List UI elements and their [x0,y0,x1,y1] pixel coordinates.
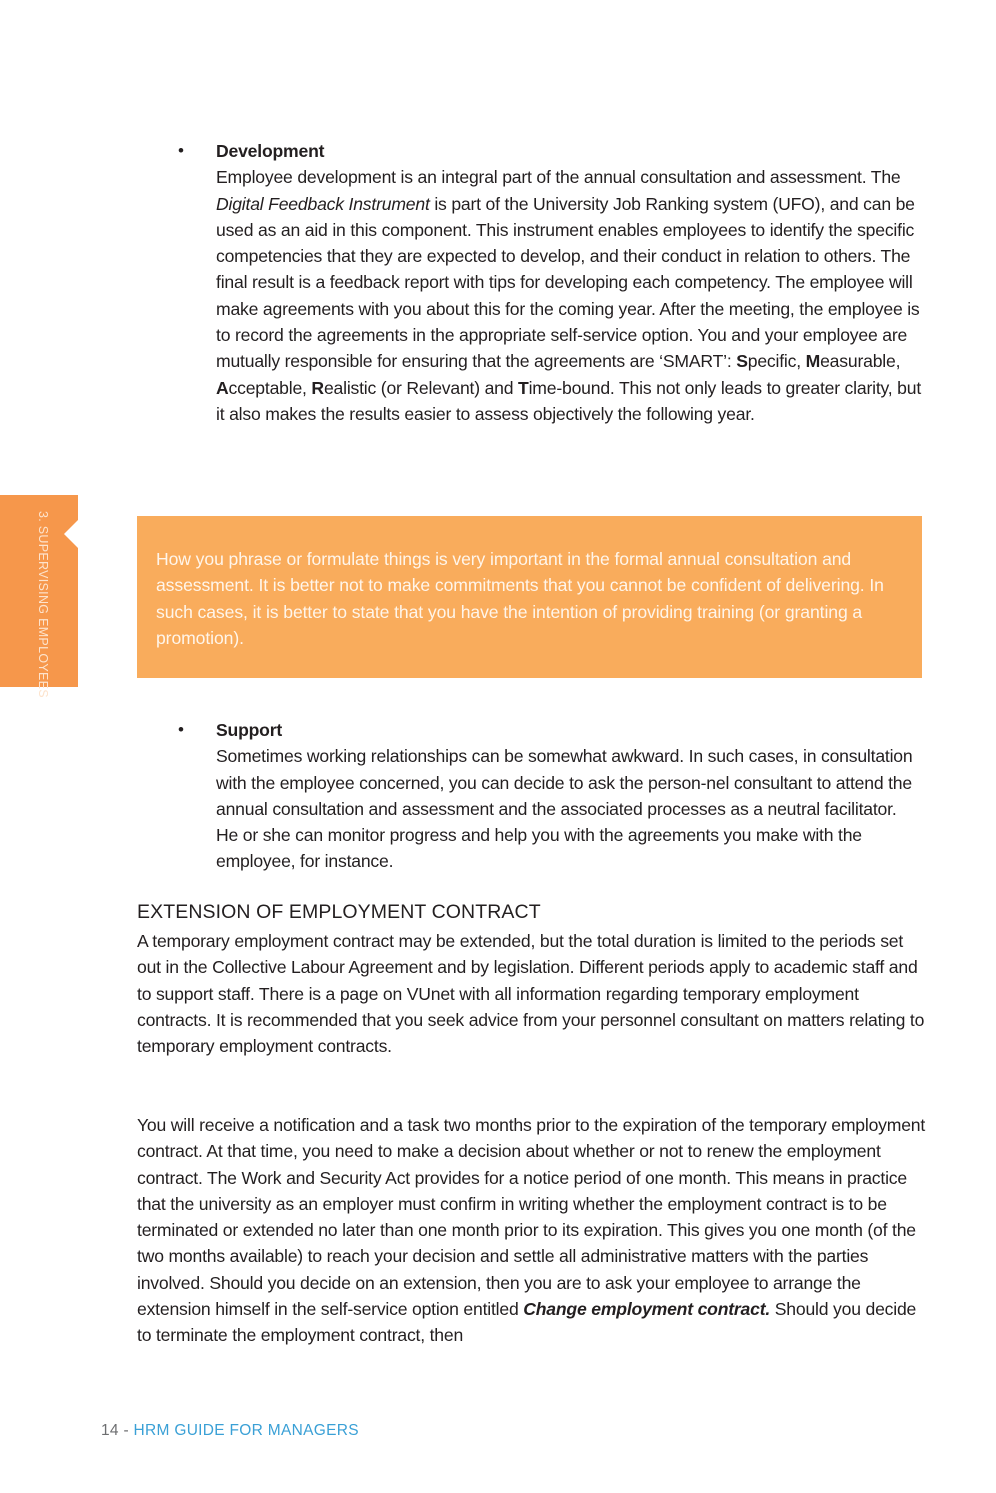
chapter-side-tab [0,495,78,698]
bullet-title: Development [216,141,325,161]
footer-title: HRM GUIDE FOR MANAGERS [133,1422,359,1439]
callout-text: How you phrase or formulate things is very important in the formal annual consultation and assessment. It is better not to make commitments that you cannot be confident of delivering. In such cases, it is better to state that you have the intention of providing training (or granting a promotion). [156,549,884,648]
bullet-dot: • [178,720,184,739]
bullet-dot: • [178,141,184,160]
bullet-development [178,138,923,427]
tip-callout-box [137,516,922,678]
bullet-text: Employee development is an integral part of the annual consultation and assessment. The Digital Feedback Instrument is part of the University Job Ranking system (UFO), and can be used as an aid in this component. This instrument enables employees to identify the specific competencies that they are expected to develop, and their conduct in relation to others. The final result is a feedback report with tips for developing each competency. The employee will make agreements with you about this for the coming year. After the meeting, the employee is to record the agreements in the appropriate self-service option. You and your employee are mutually responsible for ensuring that the agreements are ‘SMART’: Specific, Measurable, Acceptable, Realistic (or Relevant) and Time-bound. This not only leads to greater clarity, but it also makes the results easier to assess objectively the following year. [216,167,922,424]
page-number: 14 - [101,1422,129,1439]
chapter-label: 3. SUPERVISING EMPLOYEES [36,511,50,698]
bullet-title: Support [216,720,283,740]
paragraph: A temporary employment contract may be extended, but the total duration is limited to the periods set out in the Collective Labour Agreement and by legislation. Different periods apply to academic staff and to support staff. There is a page on VUnet with all information regarding temporary employment contracts. It is recommended that you seek advice from your personnel consultant on matters relating to temporary employment contracts. [137,931,925,1057]
page-footer [101,1422,359,1440]
bullet-text: Sometimes working relationships can be somewhat awkward. In such cases, in consultation with the employee concerned, you can decide to ask the person-nel consultant to attend the annual consultation and assessment and the associated processes as a neutral facilitator. He or she can monitor progress and help you with the agreements you make with the employee, for instance. [216,746,913,872]
tab-notch-icon [64,520,78,548]
paragraph: You will receive a notification and a task two months prior to the expiration of the temporary employment contract. At that time, you need to make a decision about whether or not to renew the employment contract. The Work and Security Act provides for a notice period of one month. This means in practice that the university as an employer must confirm in writing whether the employment contract is to be terminated or extended no later than one month prior to its expiration. This gives you one month (of the two months available) to reach your decision and settle all administrative matters with the parties involved. Should you decide on an extension, then you are to ask your employee to arrange the extension himself in the self-service option entitled Change employment contract. Should you decide to terminate the employment contract, then [137,1115,926,1346]
bullet-support [178,717,923,875]
section-heading: EXTENSION OF EMPLOYMENT CONTRACT [137,901,541,923]
